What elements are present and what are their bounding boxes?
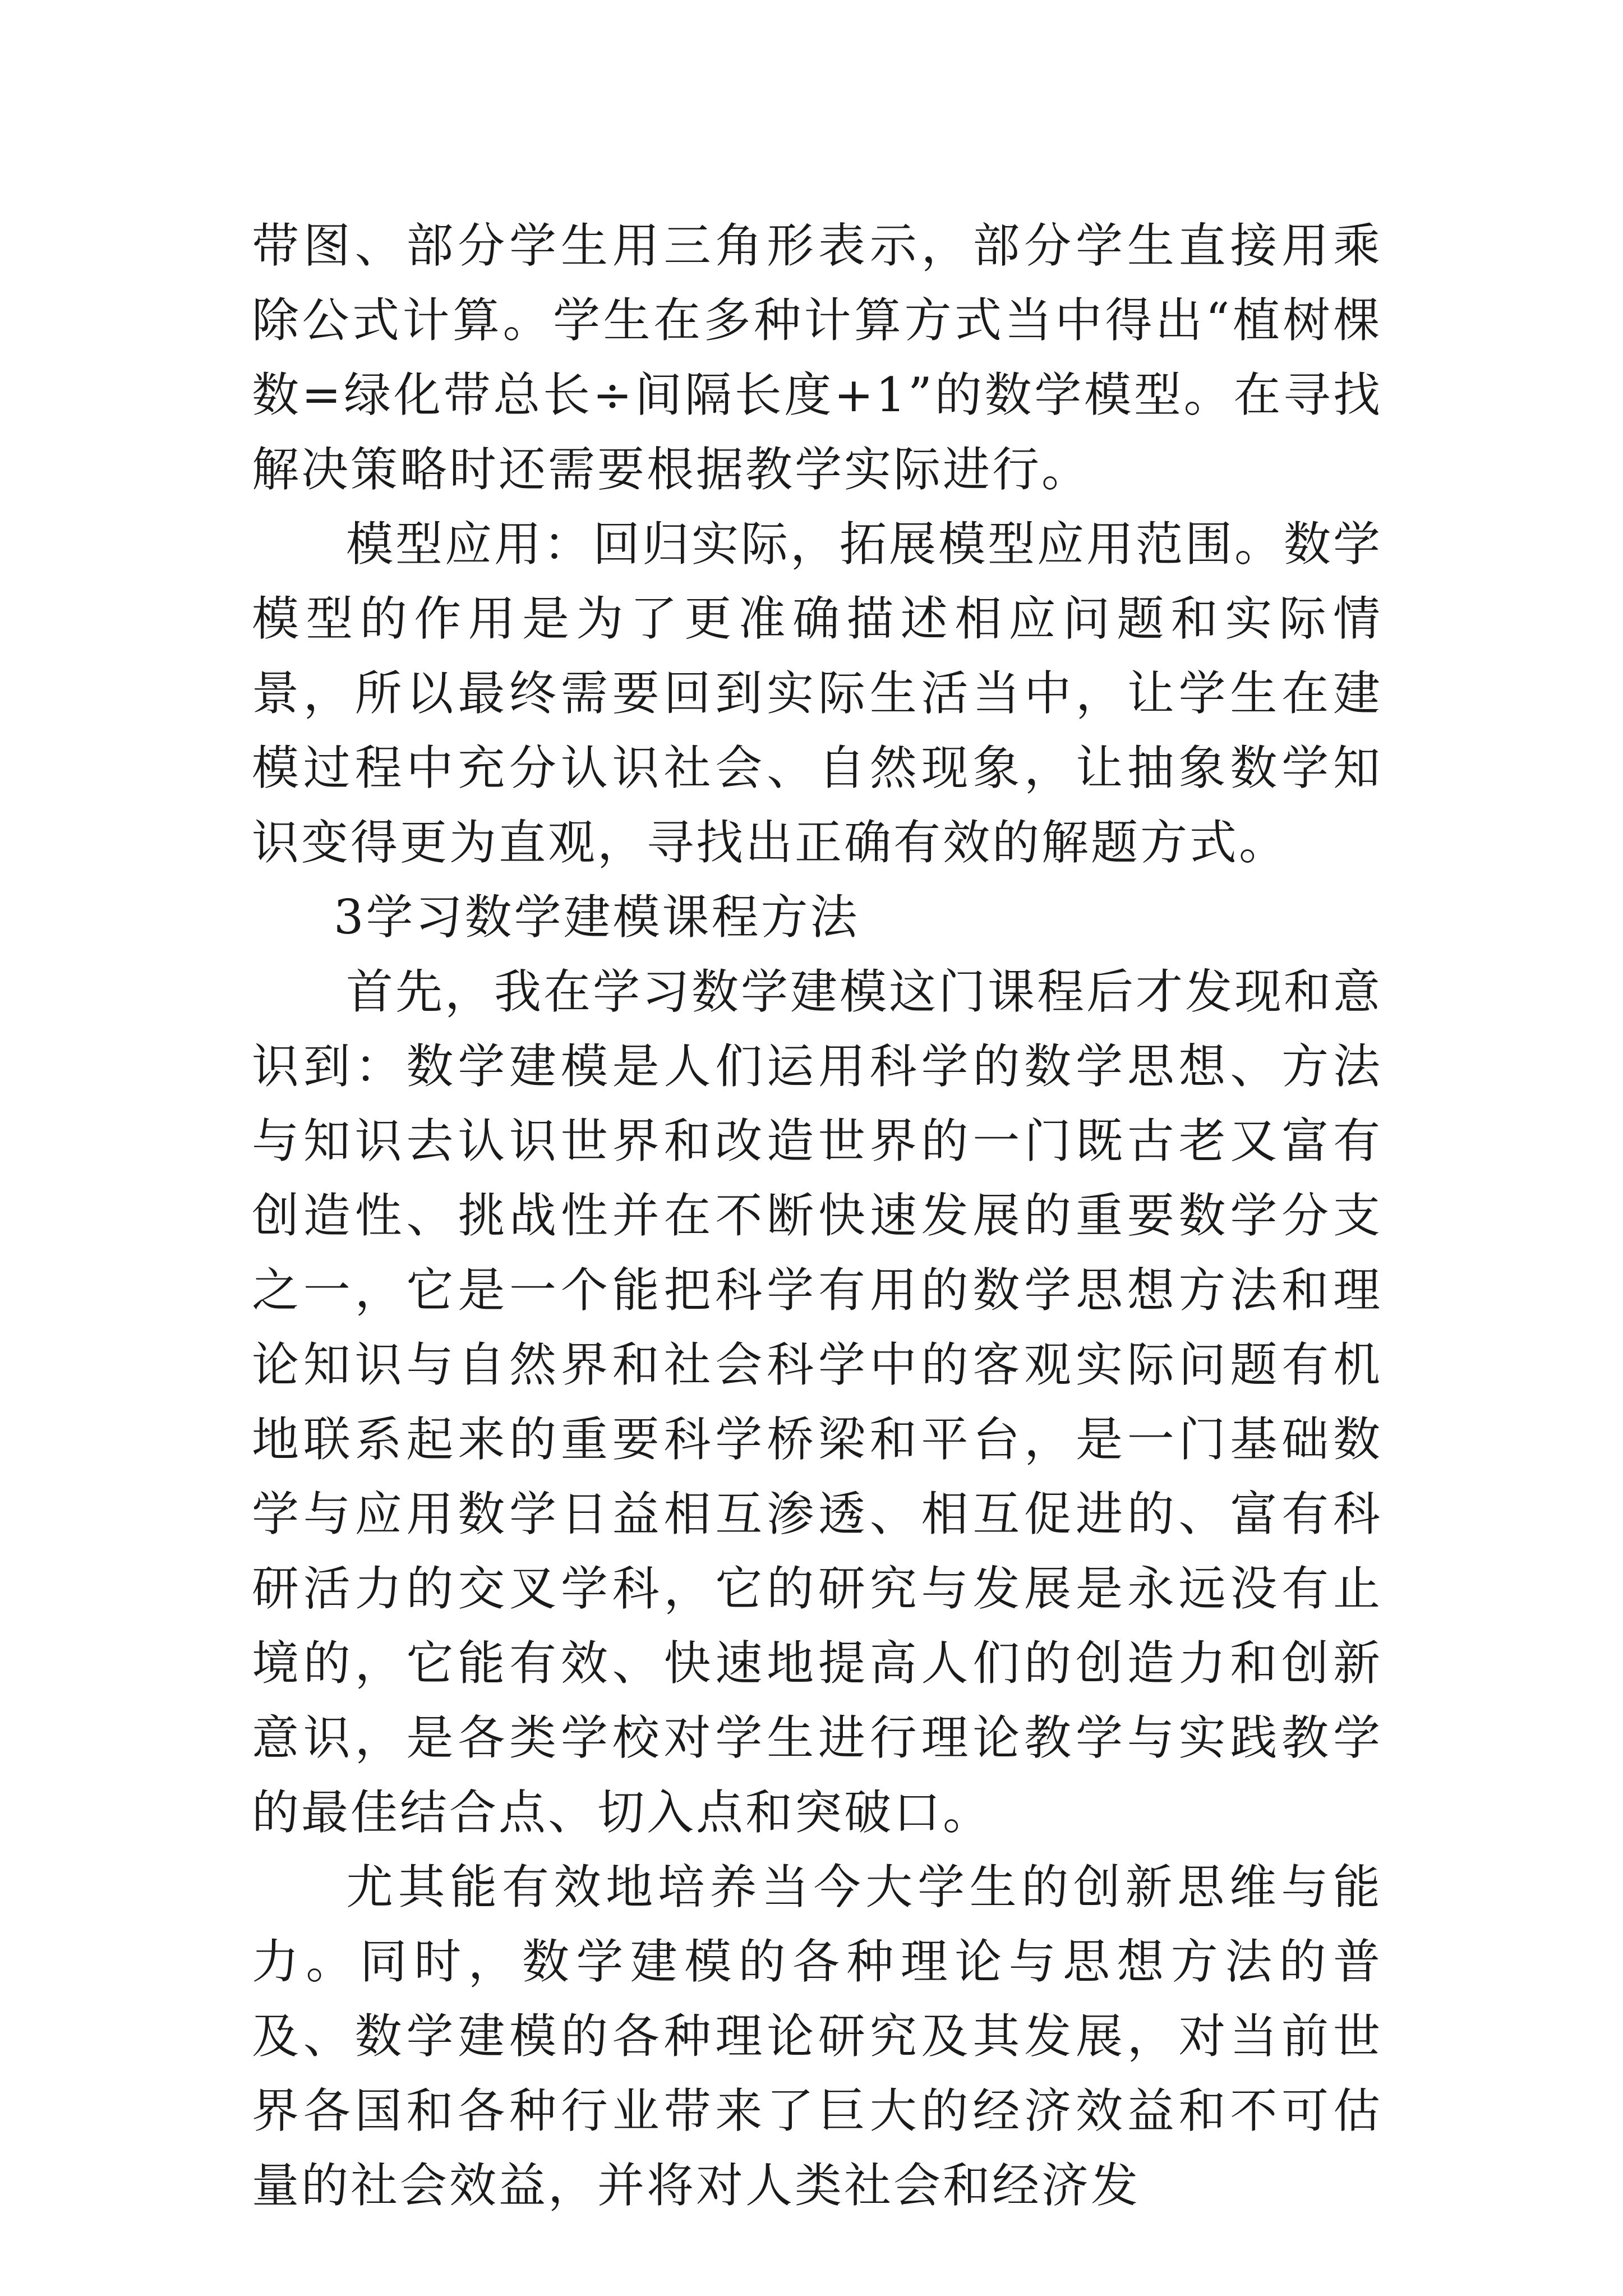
paragraph-continuation: 带图、部分学生用三角形表示，部分学生直接用乘除公式计算。学生在多种计算方式当中得出“植树棵数=绿化带总长÷间隔长度+1”的数学模型。在寻找解决策略时还需要根据教学实际进行。 [252,218,1382,497]
paragraph-first-point: 首先，我在学习数学建模这门课程后才发现和意识到：数学建模是人们运用科学的数学思想、方法与知识去认识世界和改造世界的一门既古老又富有创造性、挑战性并在不断快速发展的重要数学分支之一，它是一个能把科学有用的数学思想方法和理论知识与自然界和社会科学中的客观实际问题有机地联系起来的重要科学桥梁和平台，是一门基础数学与应用数学日益相互渗透、相互促进的、富有科研活力的交叉学科，它的研究与发展是永远没有止境的，它能有效、快速地提高人们的创造力和创新意识，是各类学校对学生进行理论教学与实践教学的最佳结合点、切入点和突破口。 [252,964,1383,1840]
paragraph-model-application: 模型应用：回归实际，拓展模型应用范围。数学模型的作用是为了更准确描述相应问题和实际情景，所以最终需要回到实际生活当中，让学生在建模过程中充分认识社会、自然现象，让抽象数学知识变得更为直观，寻找出正确有效的解题方式。 [252,517,1383,870]
body-text [252,209,1382,2223]
section-heading: 3学习数学建模课程方法 [334,890,860,945]
paragraph-innovation: 尤其能有效地培养当今大学生的创新思维与能力。同时，数学建模的各种理论与思想方法的普及、数学建模的各种理论研究及其发展，对当前世界各国和各种行业带来了巨大的经济效益和不可估量的社会效益，并将对人类社会和经济发 [252,1860,1382,2213]
